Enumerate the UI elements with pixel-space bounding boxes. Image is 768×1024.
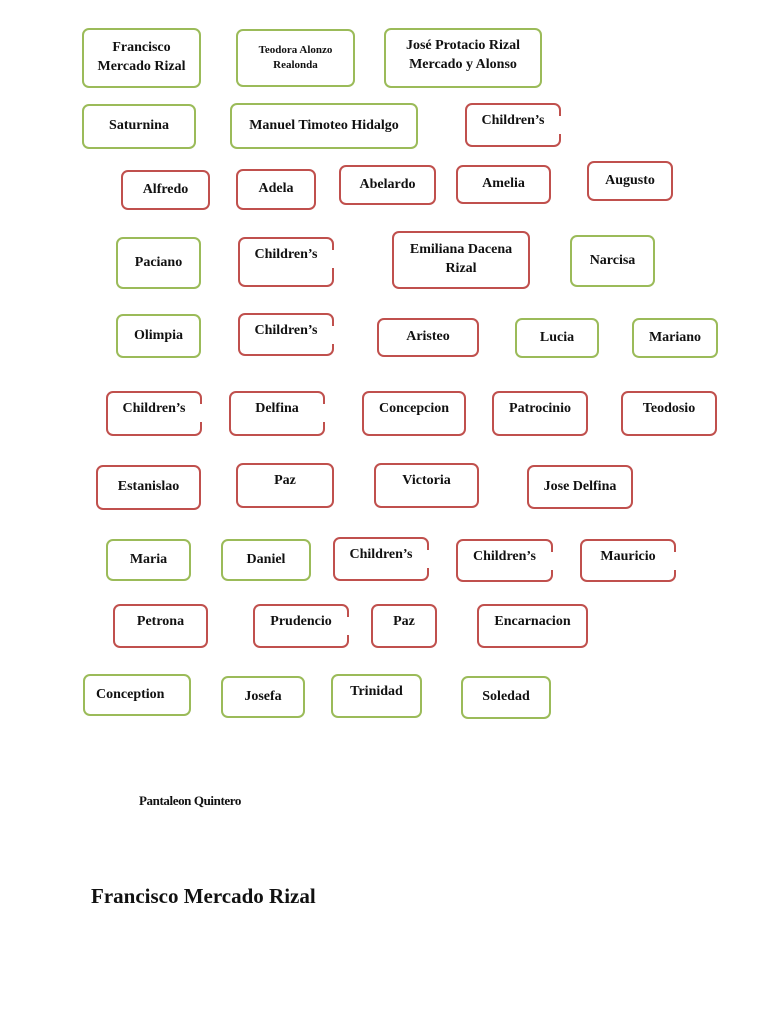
node-alfredo: Alfredo: [121, 170, 210, 210]
node-aristeo: Aristeo: [377, 318, 479, 357]
node-teodosio: Teodosio: [621, 391, 717, 436]
node-prudencio: Prudencio: [253, 604, 349, 648]
node-trinidad: Trinidad: [331, 674, 422, 718]
node-josefa: Josefa: [221, 676, 305, 718]
node-childrens-paciano: Children’s: [238, 237, 334, 287]
node-paz-1: Paz: [236, 463, 334, 508]
node-estanislao: Estanislao: [96, 465, 201, 510]
node-childrens-2: Children’s: [456, 539, 553, 582]
node-mauricio: Mauricio: [580, 539, 676, 582]
node-patrocinio: Patrocinio: [492, 391, 588, 436]
node-childrens-daniel: Children’s: [333, 537, 429, 581]
node-augusto: Augusto: [587, 161, 673, 201]
node-jose-delfina: Jose Delfina: [527, 465, 633, 509]
node-soledad: Soledad: [461, 676, 551, 719]
heading-francisco-mercado-rizal: Francisco Mercado Rizal: [91, 884, 316, 908]
node-childrens-olimpia: Children’s: [238, 313, 334, 356]
node-lucia: Lucia: [515, 318, 599, 358]
node-concepcion: Concepcion: [362, 391, 466, 436]
node-jose-protacio-rizal: José Protacio Rizal Mercado y Alonso: [384, 28, 542, 88]
node-childrens-mariano: Children’s: [106, 391, 202, 436]
node-manuel-timoteo-hidalgo: Manuel Timoteo Hidalgo: [230, 103, 418, 149]
node-abelardo: Abelardo: [339, 165, 436, 205]
node-petrona: Petrona: [113, 604, 208, 648]
node-conception: Conception: [83, 674, 191, 716]
node-delfina: Delfina: [229, 391, 325, 436]
node-childrens-saturnina: Children’s: [465, 103, 561, 147]
node-maria: Maria: [106, 539, 191, 581]
node-mariano: Mariano: [632, 318, 718, 358]
node-encarnacion: Encarnacion: [477, 604, 588, 648]
node-emiliana-dacena-rizal: Emiliana Dacena Rizal: [392, 231, 530, 289]
node-paz-2: Paz: [371, 604, 437, 648]
node-teodora-alonzo-realonda: Teodora Alonzo Realonda: [236, 29, 355, 87]
node-paciano: Paciano: [116, 237, 201, 289]
node-francisco-mercado-rizal: Francisco Mercado Rizal: [82, 28, 201, 88]
node-daniel: Daniel: [221, 539, 311, 581]
footnote-pantaleon-quintero: Pantaleon Quintero: [139, 793, 241, 808]
node-victoria: Victoria: [374, 463, 479, 508]
node-adela: Adela: [236, 169, 316, 210]
node-saturnina: Saturnina: [82, 104, 196, 149]
node-olimpia: Olimpia: [116, 314, 201, 358]
node-amelia: Amelia: [456, 165, 551, 204]
node-narcisa: Narcisa: [570, 235, 655, 287]
